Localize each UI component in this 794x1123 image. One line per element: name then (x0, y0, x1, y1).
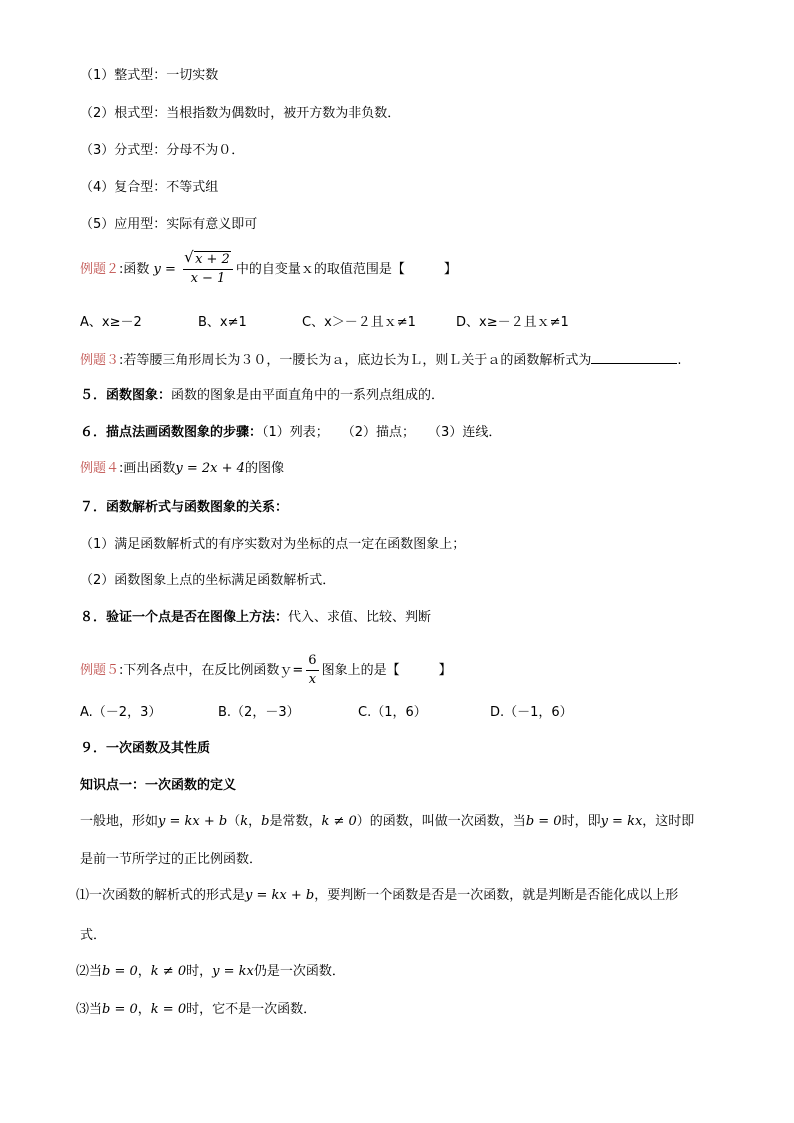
example-2-suffix: 中的自变量ｘ的取值范围是【 】 (235, 262, 457, 277)
example-4-question (80, 461, 284, 477)
example-3-text: :若等腰三角形周长为３０，一腰长为ａ，底边长为Ｌ，则Ｌ关于ａ的函数解析式为 (119, 353, 592, 368)
option-c: C、x＞－２且ｘ≠1 (302, 315, 416, 330)
example-4-prefix: :画出函数 (119, 461, 176, 476)
definition-line-2: 是前一节所学过的正比例函数． (80, 852, 263, 867)
example-5-options (80, 705, 573, 721)
example-3-end: . (677, 353, 682, 368)
section-5-text: 函数的图象是由平面直角中的一系列点组成的． (171, 388, 445, 403)
section-8 (80, 610, 431, 626)
domain-type-fraction: （3）分式型：分母不为０． (80, 143, 245, 158)
option-d: D.（－1，6） (490, 705, 573, 720)
option-d: D、x≥－２且ｘ≠1 (456, 315, 569, 330)
condition-k-nonzero: k ≠ 0 (150, 964, 187, 979)
example-2-denominator: x − 1 (190, 271, 226, 286)
formula-proportional: y = kx (212, 964, 254, 979)
formula-proportional: y = kx (600, 814, 643, 829)
option-b: B、x≠1 (198, 315, 247, 330)
example-5-label: 例题５ (80, 663, 120, 678)
definition-text: 是常数， (269, 814, 322, 829)
condition-b-zero: b = 0 (102, 964, 138, 979)
note-text: ， (137, 964, 151, 979)
domain-type-compound: （4）复合型：不等式组 (80, 180, 219, 195)
note-text: 时，它不是一次函数． (186, 1002, 317, 1017)
domain-type-applied: （5）应用型：实际有意义即可 (80, 217, 258, 232)
option-a: A、x≥－2 (80, 315, 142, 330)
definition-text: ）的函数，叫做一次函数，当 (356, 814, 526, 829)
condition-k-zero: k = 0 (150, 1002, 187, 1017)
section-8-text: 代入、求值、比较、判断 (288, 610, 432, 625)
definition-text: ，这时即 (642, 814, 695, 829)
example-5-fraction (306, 653, 318, 688)
example-5-prefix: :下列各点中，在反比例函数ｙ= (119, 663, 304, 678)
note-text: 时， (186, 964, 213, 979)
option-a: A.（－2，3） (80, 705, 162, 720)
symbol-k: k (240, 814, 249, 829)
definition-text: 时，即 (561, 814, 601, 829)
section-5 (80, 388, 444, 404)
example-3-label: 例题３ (80, 353, 120, 368)
example-2-lhs: y = (153, 262, 176, 277)
example-5-numerator: 6 (306, 653, 318, 671)
knowledge-point-1-heading: 知识点一：一次函数的定义 (80, 778, 237, 793)
condition-k-nonzero: k ≠ 0 (321, 814, 357, 829)
note-text: 仍是一次函数． (253, 964, 345, 979)
example-2-options (80, 315, 569, 331)
note-1-line-1 (76, 888, 678, 904)
condition-b-zero: b = 0 (525, 814, 562, 829)
note-3-marker: ⑶ (76, 1002, 90, 1017)
sqrt-sign (185, 252, 231, 268)
answer-blank[interactable] (591, 352, 677, 364)
note-2 (76, 964, 345, 980)
example-4-formula: y = 2x + 4 (175, 461, 245, 476)
formula-linear: y = kx + b (245, 888, 315, 903)
section-9-heading: ９．一次函数及其性质 (80, 741, 211, 756)
domain-type-radical: （2）根式型：当根指数为偶数时，被开方数为非负数． (80, 106, 401, 121)
example-4-label: 例题４ (80, 461, 120, 476)
note-2-marker: ⑵ (76, 964, 90, 979)
condition-b-zero: b = 0 (102, 1002, 138, 1017)
section-7-point-2: （2）函数图象上点的坐标满足函数解析式． (80, 573, 336, 588)
note-1-marker: ⑴ (76, 888, 90, 903)
example-2-fraction (183, 252, 233, 287)
example-4-suffix: 的图像 (244, 461, 284, 476)
domain-type-integral: （1）整式型：一切实数 (80, 68, 219, 83)
formula-linear: y = kx + b (158, 814, 228, 829)
definition-line-1 (80, 814, 694, 830)
example-5-denominator: x (308, 672, 317, 687)
option-c: C.（1，6） (358, 705, 427, 720)
example-5-question (80, 653, 452, 688)
example-2-prefix: :函数 (119, 262, 150, 277)
note-text: 当 (89, 1002, 103, 1017)
example-3-question (80, 352, 682, 369)
note-text: ， (137, 1002, 151, 1017)
section-6-heading: ６．描点法画函数图象的步骤： (80, 425, 263, 440)
section-5-heading: ５．函数图象： (80, 388, 172, 403)
section-6-text: （1）列表； （2）描点； （3）连线． (262, 425, 502, 440)
example-2-question (80, 252, 457, 287)
example-5-suffix: 图象上的是【 】 (321, 663, 452, 678)
definition-text: （ (227, 814, 241, 829)
note-text: 一次函数的解析式的形式是 (89, 888, 246, 903)
note-text: ，要判断一个函数是否是一次函数，就是判断是否能化成以上形 (314, 888, 679, 903)
example-2-label: 例题２ (80, 262, 120, 277)
symbol-b: b (261, 814, 270, 829)
section-8-heading: ８．验证一个点是否在图像上方法： (80, 610, 289, 625)
note-1-line-2: 式． (80, 928, 107, 943)
example-2-numerator: x + 2 (195, 252, 230, 267)
definition-text: 一般地，形如 (80, 814, 159, 829)
definition-text: ， (248, 814, 262, 829)
section-7-heading: ７．函数解析式与函数图象的关系： (80, 500, 289, 515)
section-7-point-1: （1）满足函数解析式的有序实数对为坐标的点一定在函数图象上； (80, 537, 466, 552)
note-3 (76, 1002, 316, 1018)
note-text: 当 (89, 964, 103, 979)
option-b: B.（2，－3） (218, 705, 300, 720)
section-6 (80, 425, 501, 441)
